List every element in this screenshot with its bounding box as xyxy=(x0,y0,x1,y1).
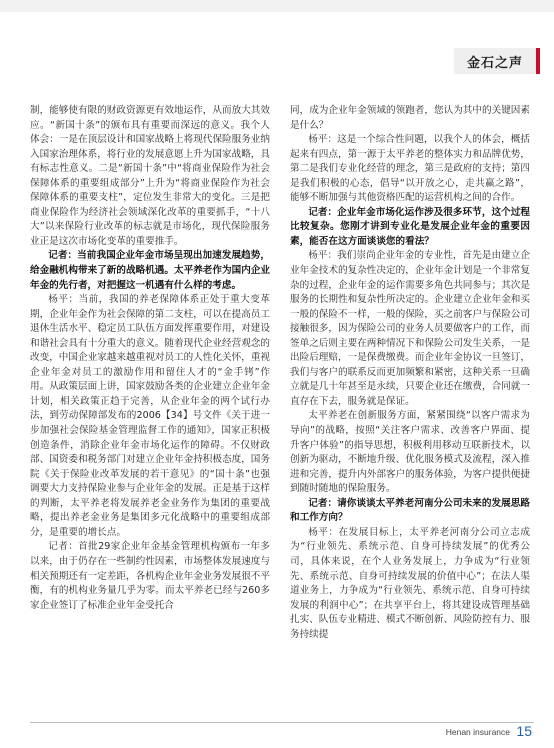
body-paragraph: 杨平：当前，我国的养老保障体系正处于重大变革期，企业年金作为社会保障的第二支柱，可以在提高员工退休生活水平、稳定员工队伍方面发挥重要作用，对建设和谐社会具有十分重大的意义。随着现代企业经营观念的改变，中国企业家越来越重视对员工的人性化关怀，重视企业年金对员工的激励作用和留住人才的“金手铐”作用。从政策层面上讲，国家鼓励各类的企业建立企业年金计划，相关政策正趋于完善，从企业年金的两个试行办法，到劳动保障部发布的2006【34】号文件《关于进一步加强社会保险基金管理监督工作的通知》，国家正积极创造条件，消除企业年金市场化运作的障碍。不仅财政部、国资委和税务部门对建立企业年金持积极态度，国务院《关于保险业改革发展的若干意见》的“国十条”也强调要大力支持保险业参与企业年金的发展。正是基于这样的判断，太平养老将发展养老金业务作为集团的重要战略，提出养老金业务是集团多元化战略中的重要组成部分，是重要的增长点。 xyxy=(30,294,270,538)
body-paragraph: 记者：首批29家企业年金基金管理机构颁布一年多以来，由于仍存在一些制约性因素，市场整体发展速度与相关预期还有一定差距，各机构企业年金业务发展很不平衡，有的机构业务量几乎为零。而太平养老已经与260多家企业签订了标准企业年金受托合 xyxy=(30,541,270,611)
body-paragraph: 太平养老在创新服务方面，紧紧围绕“以客户需求为导向”的战略，按照“关注客户需求、改善客户界面、提升客户体验”的指导思想，积极利用移动互联新技术，以创新为驱动，不断地升级、优化服务模式及流程，深入推进和完善，提升内外部客户的服务体验，为客户提供便捷到随时随地的保险服务。 xyxy=(290,410,530,495)
section-title-text: 金石之声 xyxy=(466,55,523,71)
interview-question: 记者：企业年金市场化运作涉及很多环节，这个过程比较复杂。您刚才讲到专业化是发展企业年金的重要因素，能否在这方面谈谈您的看法？ xyxy=(290,206,530,247)
right-column xyxy=(290,104,530,704)
body-paragraph: 杨平：我们崇尚企业年金的专业性，首先是由建立企业年金技术的复杂性决定的，企业年金计划是一个非常复杂的过程，企业年金的运作需要多角色共同参与；其次是服务的长期性和复杂性所决定的。企业建立企业年金和买一般的保险不一样，一般的保险，买之前客户与保险公司接触很多，因为保险公司的业务人员要做客户的工作，而签单之后则主要在两种情况下和保险公司发生关系，一是出险后理赔，一是保费缴费。而企业年金协议一旦签订，我们与客户的联系反而更加频繁和紧密，这种关系一旦确立就是几十年甚至是永续，只要企业还在缴费，合同就一直存在下去，服务就是保证。 xyxy=(290,250,530,407)
footer-rule xyxy=(30,722,534,723)
body-paragraph: 杨平：这是一个综合性问题，以我个人的体会，概括起来有四点，第一源于太平养老的整体实力和品牌优势，第二是我们专业化经营的理念，第三是政府的支持；第四是我们积极的心态，倡导“以开放之心，走共赢之路”，能够不断加强与其他资格匹配的运营机构之间的合作。 xyxy=(290,134,530,204)
body-paragraph: 制，能够使有限的财政资源更有效地运作，从而放大其效应。“新国十条”的颁布具有重要而深远的意义。我个人体会：一是在顶层设计和国家战略上将现代保险服务业纳入国家治理体系，将行业的发展意愿上升为国家战略，具有标志性意义。二是“新国十条”中“将商业保险作为社会保障体系的重要组成部分”上升为“将商业保险作为社会保障体系的重要支柱”，定位发生非常大的变化。三是把商业保险作为经济社会领域深化改革的重要抓手，“十八大”以来保险行业改革的标志就是市场化，现代保险服务业正是这次市场化变革的重要推手。 xyxy=(30,105,270,247)
left-column xyxy=(30,104,270,704)
page-footer xyxy=(0,722,554,748)
interview-question: 记者：请你谈谈太平养老河南分公司未来的发展思路和工作方向？ xyxy=(290,497,530,524)
body-paragraph: 杨平：在发展目标上，太平养老河南分公司立志成为“行业领先、系统示范、自身可持续发展”的优秀公司，具体来说，在个人业务发展上，力争成为“行业领先、系统示范、自身可持续发展的价值中心”；在法人渠道业务上，力争成为“行业领先、系统示范、自身可持续发展的利润中心”；在共享平台上，将其建设成管理基础扎实、队伍专业精进、模式不断创新、风险防控有力、服务持续提 xyxy=(290,526,530,640)
page-number: 15 xyxy=(516,723,532,739)
publication-name: Henan insurance xyxy=(445,727,510,737)
body-paragraph: 同，成为企业年金领域的领跑者，您认为其中的关键因素是什么？ xyxy=(290,105,530,131)
article-body xyxy=(30,104,530,704)
section-title xyxy=(454,48,540,74)
interview-question: 记者：当前我国企业年金市场呈现出加速发展趋势，给金融机构带来了新的战略机遇。太平养老作为国内企业年金的先行者，对把握这一机遇有什么样的考虑。 xyxy=(30,250,270,291)
top-strip xyxy=(0,0,554,12)
